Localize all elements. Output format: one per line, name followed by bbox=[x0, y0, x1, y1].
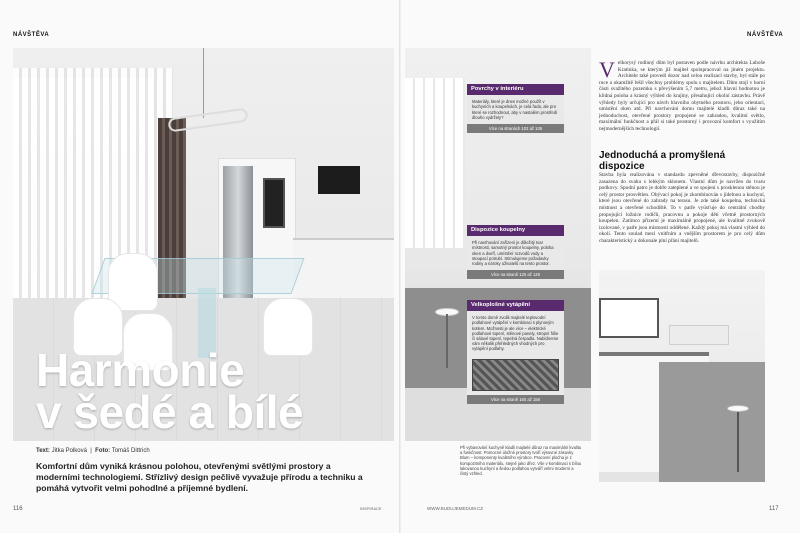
credits-text-label: Text: bbox=[36, 448, 50, 454]
page-gutter bbox=[399, 0, 401, 533]
section-label-right: NÁVŠTĚVA bbox=[747, 32, 784, 38]
headline-line-1: Harmonie bbox=[36, 344, 245, 396]
bar-stool bbox=[435, 308, 459, 368]
info-box-footer: Více na straně 125 až 126 bbox=[467, 270, 564, 279]
body-text: Stavba byla realizována v standardu zpevněné dřevostavby, dispozičně zasazena do svahu s lehkým sklonem. Vlastní dům je navržen do tvaru podkovy. Spodní patro je dobře zateplené a ve spojení s prosklenou stěnou je celý prostor prosvětlen. Obývací pokoj je zkombinován s jídelnou a kuchyní, které jsou otevřené do zahrady na terasu. Je zde také koupelna, technická místnost a otevřené schodiště. To v patře vyúsťuje do centrální chodby propojující ložnice rodičů, pracovnu a pokoje dětí včetně prostorných koupelen. Zatímco přízemí je maximálně propojené, ale kvalitně zvukově izolované, v patře jsou místnosti oddělené. Každý pokoj má vlastní výhled do okolí. Tento soulad mezi vnitřním a vnějším prostorem je pro celý dům charakteristický a dokonale plní přání majitelů. bbox=[599, 172, 765, 244]
info-box-surfaces bbox=[467, 84, 564, 133]
info-box-body: Při navrhování zařízení je důležitý tvar místnosti, samotný prostor koupelny, poloha oken a dveří, umístění rozvodů vody a stoupací potrubí. Stimulujeme požadavky rodiny a nároky uživatelů na tento prostor. bbox=[472, 240, 554, 267]
info-box-bathroom bbox=[467, 225, 564, 279]
right-kitchen-photo bbox=[599, 270, 765, 482]
headline bbox=[36, 344, 304, 438]
kitchen-island bbox=[659, 362, 765, 482]
info-box-title: Velkoplošné vytápění bbox=[467, 300, 564, 311]
info-box-title: Dispozice koupelny bbox=[467, 225, 564, 236]
credits: Text: Jitka Polková | Foto: Tomáš Dittrich bbox=[36, 448, 150, 454]
pendant-lamp bbox=[167, 108, 248, 133]
website-url: WWW.BUDUJEMEDUM.CZ bbox=[427, 506, 483, 511]
shelf bbox=[669, 325, 729, 345]
lede: Komfortní dům vyniká krásnou polohou, otevřenými světlými prostory a moderními technologiemi. Střízlivý design pečlivě vyvažuje přírodu a techniku a pomáhá vytvořit velmi pohodlné a příjemné bydlení. bbox=[36, 461, 363, 493]
page-number-right: 117 bbox=[769, 506, 779, 512]
oven bbox=[263, 178, 285, 228]
bar-stool bbox=[727, 405, 749, 475]
pendant-wire bbox=[203, 48, 204, 118]
section-label-left: NÁVŠTĚVA bbox=[13, 32, 50, 38]
info-box-body: V tomto domě zvolili majitelé teplovodní podlahové vytápění v kombinaci s plynovým kotlem. Možnosti je ale více – elektrické podlahové topení, stěnové panely, stropní fólie či sálavé topení, tepelná čerpadla. Nabídneme vám několik přehledných vhodných pro vytápění podlahy. bbox=[472, 315, 559, 352]
info-box-footer: Více na stranách 102 až 105 bbox=[467, 124, 564, 133]
info-box-body: Materiály, které je dnes možné použít v kuchyních a koupelnách, je celá řada, ale pro které se rozhodnout, aby v nastalém prostředí dlouho vydržely? bbox=[472, 99, 558, 120]
intro-text bbox=[599, 57, 765, 133]
subheading: Jednoduchá a promyšlená dispozice bbox=[599, 150, 726, 172]
window bbox=[405, 78, 465, 248]
credits-photo-label: Foto: bbox=[95, 448, 111, 454]
heating-thumbnail bbox=[472, 359, 559, 391]
cooker-hood bbox=[318, 166, 360, 194]
headline-line-2: v šedé a bílé bbox=[36, 386, 304, 438]
info-box-footer: Více na straně 160 až 156 bbox=[467, 395, 564, 404]
page-number-left: 116 bbox=[13, 506, 23, 512]
chair bbox=[263, 298, 313, 356]
brand-left: INSPIRACE bbox=[360, 506, 382, 511]
kitchen-counter bbox=[293, 238, 394, 298]
credits-text-author: Jitka Polková bbox=[51, 448, 87, 454]
info-box-title: Povrchy v interiéru bbox=[467, 84, 564, 95]
info-box-heating bbox=[467, 300, 564, 404]
drop-cap: V bbox=[599, 57, 615, 82]
intro-paragraph: elkorysý rodinný dům byl postaven podle návrhu architekta Luboše Kratinka, se kterým již majitel spolupracoval na jiném projektu. Architekt také provedl dozor nad celou realizací stavby, byl stále po ruce a okamžitě řešil všechny problémy spolu s majitelem. Dům stojí v horní části svažitého pozemku s převýšením 5,7 metru, jehož hlavní hodnotou je klidná poloha a krásný výhled do krajiny, přesahující okolní zástavbu. Právě výhledy byly určující pro návrh hlavního obytného prostoru, jeho orientaci, umístění oken atd. Při navrhování domu majitelé kladli důraz také na jednoduchost, otevřené prostory propojené se zahradou, kvalitní světlo, maximální funkčnost a přál si také prostorný i provozní komfort s využitím nejmodernějších technologií. bbox=[599, 60, 765, 132]
window bbox=[599, 298, 659, 338]
photo-caption: Při vybavování kuchyně kladli majitelé důraz na maximální kvalitu a funkčnost. Pomocné úložné prostory tvoří výsuvné zásuvky Blum – komponenty kvalitního výrobce. Pracovní plocha je z kompozitního materiálu, stejně jako dřez. Vše v kombinaci s bílou lakovanou kuchyní a šedou podlahou vytváří velmi moderní a čistý vzhled. bbox=[460, 445, 582, 477]
credits-photo-author: Tomáš Dittrich bbox=[111, 448, 150, 454]
